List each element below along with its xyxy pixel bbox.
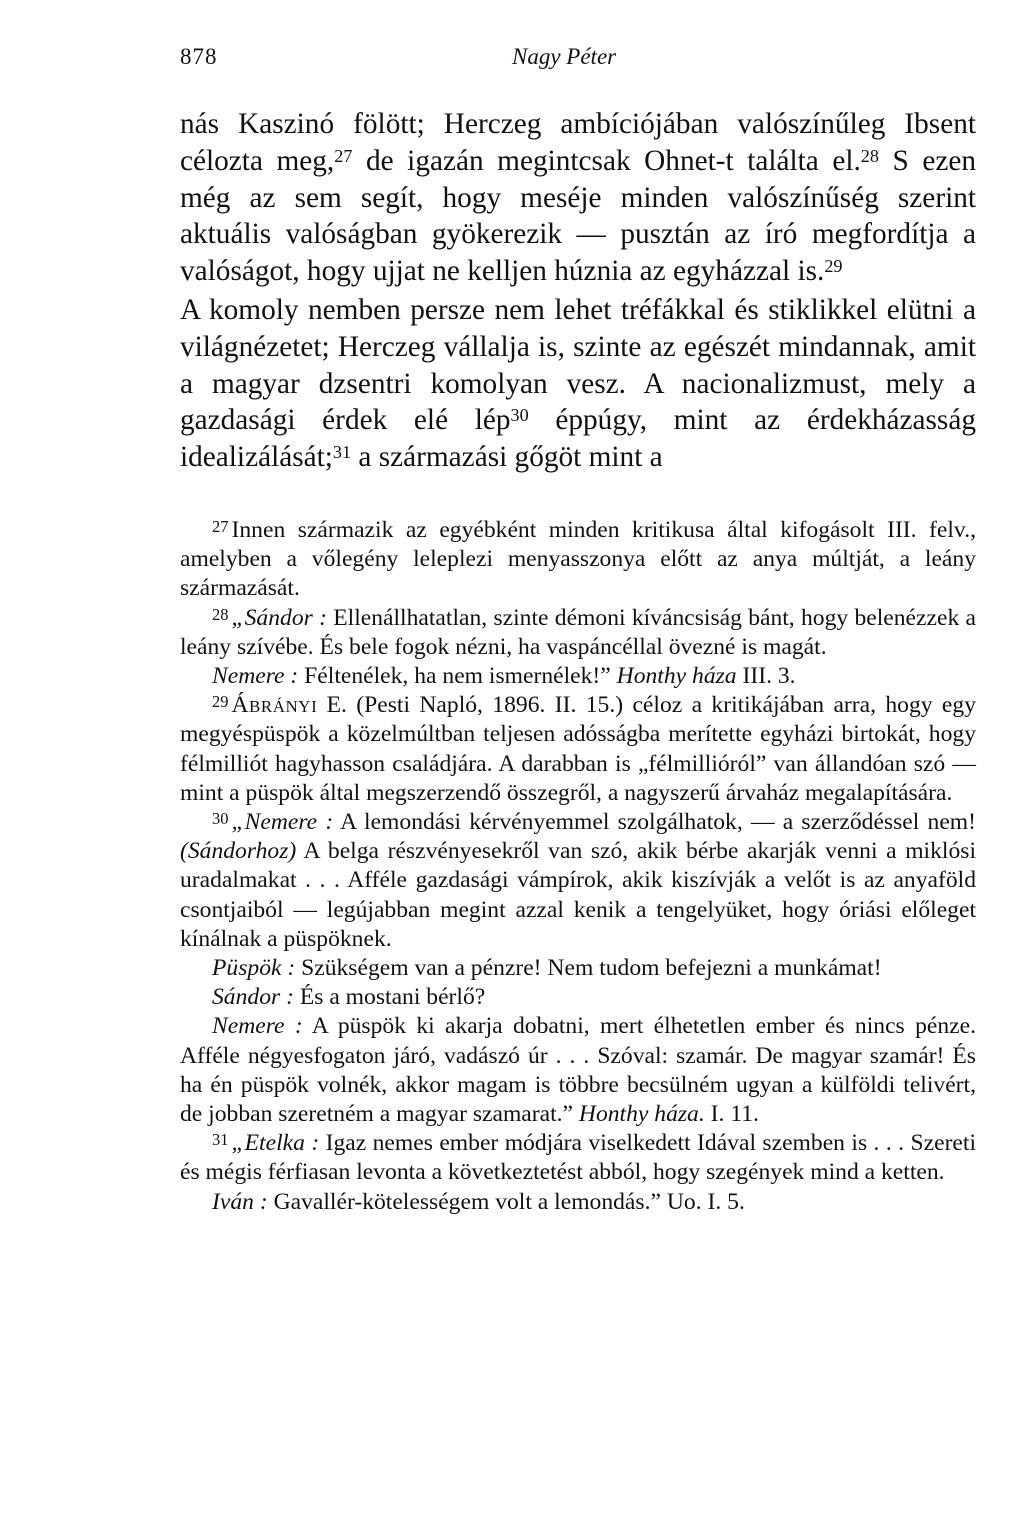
footnote-30-line bbox=[180, 983, 976, 1012]
source-ref: III. 3. bbox=[736, 663, 796, 690]
author-name: Ábrányi bbox=[231, 692, 318, 719]
stage-direction: (Sándorhoz) bbox=[180, 838, 297, 865]
text-run: nás Kaszinó fölött; Herczeg ambíciójában valószínűleg Ibsent célozta meg, bbox=[180, 108, 976, 177]
footnote-number: 31 bbox=[212, 1130, 229, 1150]
speaker: Sándor : bbox=[212, 984, 294, 1011]
page-number: 878 bbox=[180, 44, 218, 69]
text-run: A komoly nemben persze nem lehet tréfákkal és stiklikkel elütni a világnézetet; Herczeg vállalja is, szinte az egészét mindannak, amit a magyar dzsentri komolyan vesz. A nacionalizmust, mely a gazdasági érdek elé lép bbox=[180, 293, 976, 437]
footnote-28-line bbox=[180, 662, 976, 691]
footnotes bbox=[180, 516, 976, 1217]
footnote-number: 27 bbox=[212, 517, 229, 537]
speaker: Püspök : bbox=[212, 955, 296, 982]
footnote-number: 30 bbox=[212, 809, 229, 829]
footnote-ref-30: 30 bbox=[510, 405, 529, 426]
footnote-text: Igaz nemes ember módjára viselkedett Idával szemben is . . . Szereti és mégis férfiasan levonta a következtetést abból, hogy szegények mind a ketten. bbox=[180, 1130, 977, 1186]
footnote-text: A püspök ki akarja dobatni, mert élhetetlen ember és nincs pénze. Afféle négyesfogaton járó, vadászó úr . . . Szóval: szamár. De magyar szamár! És ha én püspök volnék, akkor magam is többre becsülném ugyan a külföldi telivért, de jobban szeretném a magyar szamarat.” bbox=[180, 1013, 976, 1128]
footnote-text: Gavallér-kötelességem volt a lemondás.” bbox=[267, 1188, 661, 1215]
footnote-text: És a mostani bérlő? bbox=[293, 984, 486, 1011]
speaker: Iván : bbox=[212, 1188, 268, 1215]
footnote-28 bbox=[180, 604, 976, 662]
main-text bbox=[180, 106, 976, 476]
speaker: „Sándor : bbox=[231, 604, 327, 631]
speaker: Nemere : bbox=[212, 663, 299, 690]
footnote-text: A lemondási kérvényemmel szolgálhatok, — a szerződéssel nem! bbox=[333, 809, 976, 836]
footnote-text: Szükségem van a pénzre! Nem tudom befejezni a munkámat! bbox=[295, 955, 882, 982]
footnote-number: 29 bbox=[212, 692, 229, 712]
speaker: Nemere : bbox=[212, 1013, 303, 1040]
running-title: Nagy Péter bbox=[512, 44, 617, 69]
source-ref: I. 11. bbox=[704, 1101, 759, 1128]
source-title: Honthy háza. bbox=[573, 1101, 705, 1128]
footnote-text: E. (Pesti Napló, 1896. II. 15.) céloz a kritikájában arra, hogy egy megyéspüspök a közelmúltban teljesen adósságba merítette egyházi birtokát, hogy félmilliót hagyhasson családjára. A darabban is „félmillióról” van állandóan szó — mint a püspök által megszerzendő összegről, a nagyszerű árvaház megalapítására. bbox=[180, 692, 976, 806]
footnote-30-line bbox=[180, 1012, 976, 1129]
footnote-31 bbox=[180, 1129, 976, 1187]
paragraph-2 bbox=[180, 292, 976, 476]
footnote-text: Innen származik az egyébként minden kritikusa által kifogásolt III. felv., amelyben a vőlegény leleplezi menyasszonya előtt az anya múltját, a leány származását. bbox=[180, 517, 976, 602]
footnote-ref-27: 27 bbox=[334, 145, 353, 166]
footnote-text: A belga részvényesekről van szó, akik bérbe akarják venni a miklósi uradalmakat . . . Afféle gazdasági vámpírok, akik kiszívják a velőt is az anyaföld csontjaiból — legújabban megint azzal kenik a tengelyüket, hogy óriási előleget kínálnak a püspöknek. bbox=[180, 838, 976, 952]
text-run: de igazán megintcsak Ohnet-t találta el. bbox=[352, 144, 861, 177]
footnote-27 bbox=[180, 516, 976, 604]
source-title: Honthy háza bbox=[610, 663, 737, 690]
page-header bbox=[180, 44, 976, 84]
footnote-number: 28 bbox=[212, 604, 229, 624]
footnote-ref-28: 28 bbox=[860, 145, 879, 166]
source-ref: Uo. I. 5. bbox=[660, 1188, 745, 1215]
text-run: éppúgy, mint az érdekházasság idealizálását; bbox=[180, 404, 976, 474]
footnote-29 bbox=[180, 691, 976, 808]
footnote-ref-29: 29 bbox=[824, 256, 843, 277]
speaker: „Etelka : bbox=[231, 1130, 320, 1157]
footnote-text: Féltenélek, ha nem ismernélek!” bbox=[298, 663, 611, 690]
footnote-31-line bbox=[180, 1188, 976, 1217]
speaker: „Nemere : bbox=[231, 809, 334, 836]
text-run: S ezen még az sem segít, hogy meséje minden valószínűség szerint aktuális valóságban gyökerezik — pusztán az író megfordítja a valóságot, hogy ujjat ne kelljen húznia az egyházzal is. bbox=[180, 144, 977, 288]
footnote-30-line bbox=[180, 954, 976, 983]
text-run: a származási gőgöt mint a bbox=[351, 441, 663, 474]
footnote-ref-31: 31 bbox=[332, 442, 352, 462]
footnote-text: Ellenállhatatlan, szinte démoni kíváncsiság bánt, hogy belenézzek a leány szívébe. És bele fogok nézni, ha vaspáncéllal övezné is magát. bbox=[180, 604, 976, 660]
paragraph-1 bbox=[180, 106, 976, 290]
footnote-30 bbox=[180, 808, 976, 954]
